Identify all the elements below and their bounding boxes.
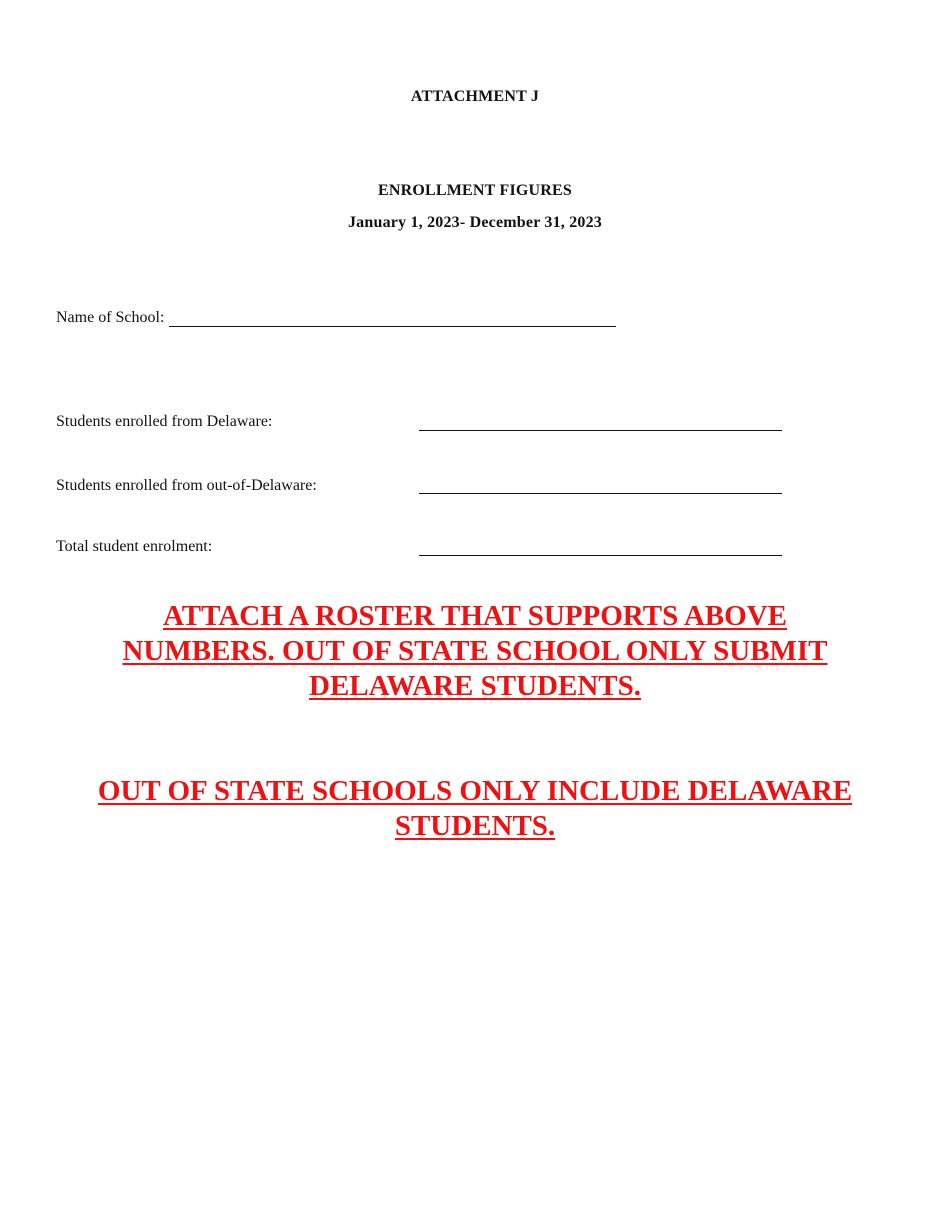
roster-notice-line: DELAWARE STUDENTS.	[309, 670, 641, 702]
roster-notice-line: ATTACH A ROSTER THAT SUPPORTS ABOVE	[163, 600, 787, 632]
total-enrolment-field[interactable]	[419, 555, 782, 556]
out-of-state-notice	[20, 774, 930, 844]
attachment-heading: ATTACHMENT J	[410, 88, 540, 105]
out-of-delaware-students-label: Students enrolled from out-of-Delaware:	[56, 477, 317, 494]
total-enrolment-label: Total student enrolment:	[56, 538, 213, 555]
school-name-row	[56, 309, 616, 327]
roster-notice-line: NUMBERS. OUT OF STATE SCHOOL ONLY SUBMIT	[122, 635, 828, 667]
out-of-delaware-students-field[interactable]	[419, 493, 782, 494]
out-of-state-notice-line: STUDENTS.	[394, 810, 556, 842]
date-range: January 1, 2023- December 31, 2023	[347, 214, 603, 231]
delaware-students-field[interactable]	[419, 430, 782, 431]
school-name-field[interactable]	[169, 310, 616, 327]
school-name-label: Name of School:	[56, 309, 165, 326]
page-title: ENROLLMENT FIGURES	[377, 182, 572, 199]
roster-notice	[40, 599, 910, 704]
out-of-state-notice-line: OUT OF STATE SCHOOLS ONLY INCLUDE DELAWARE	[97, 775, 853, 807]
delaware-students-label: Students enrolled from Delaware:	[56, 413, 273, 430]
